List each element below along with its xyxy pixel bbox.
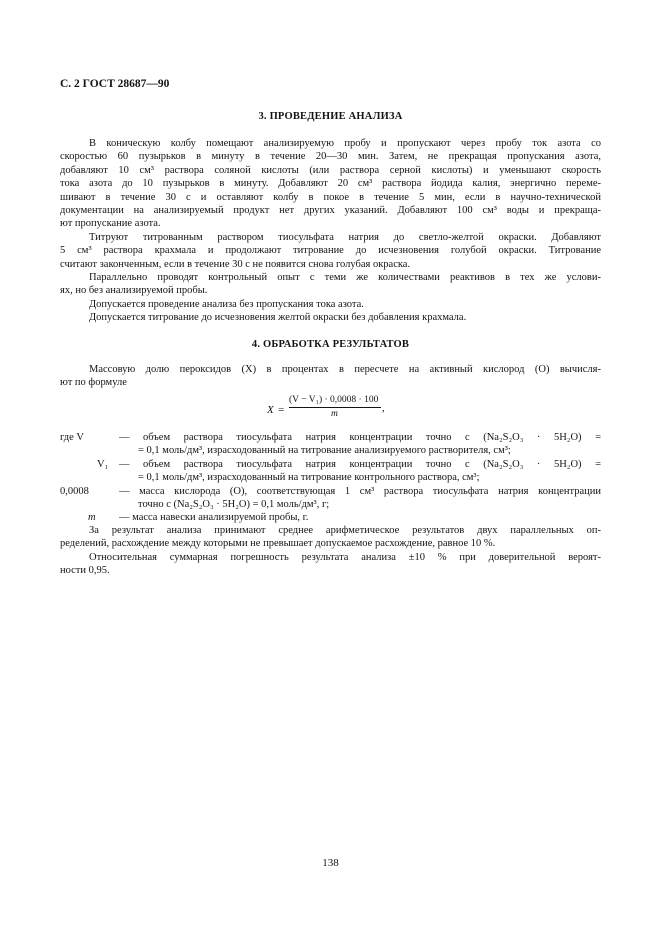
definition-text: — масса навески анализируемой пробы, г. xyxy=(119,512,309,524)
formula-lhs: X xyxy=(267,404,274,416)
section-4-intro xyxy=(60,363,601,390)
definition-row xyxy=(60,431,601,458)
text-line: скоростью 60 пузырьков в минуту в течение 20—30 мин. Затем, не прекращая пропускания азота, xyxy=(60,151,601,163)
section-4-result xyxy=(60,524,601,578)
text-line: Титруют титрованным раствором тиосульфата натрия до светло-желтой окраски. Добавляют xyxy=(89,231,601,243)
definition-text: — объем раствора тиосульфата натрия концентрации точно c (Na₂S₂O₃ · 5H₂O) = xyxy=(119,432,601,443)
text-line: добавляют 10 см³ раствора соляной кислоты (или раствора серной кислоты) и уменьшают скорость xyxy=(60,164,601,176)
definition-text: = 0,1 моль/дм³, израсходованный на титрование анализируемого растворителя, см³; xyxy=(138,445,511,457)
variable-definitions xyxy=(60,431,601,525)
text-line: считают законченным, если в течение 30 с не появится снова голубая окраска. xyxy=(60,258,411,270)
definition-text: — масса кислорода (О), соответствующая 1 см³ раствора тиосульфата натрия концентрации xyxy=(119,485,601,497)
text-line: Относительная суммарная погрешность результата анализа ±10 % при доверительной вероят- xyxy=(89,551,601,563)
definition-symbol: m xyxy=(88,512,96,524)
formula-comma: , xyxy=(382,402,385,414)
formula xyxy=(267,395,397,425)
definition-symbol: V₁ xyxy=(97,458,109,470)
text-line: шивают в течение 30 с и оставляют колбу в покое в течение 5 мин, если в научно-технической xyxy=(60,191,601,203)
formula-equals: = xyxy=(278,404,285,416)
text-line: тока азота до 10 пузырьков в минуту. Добавляют 20 см³ раствора йодида калия, энергично переме- xyxy=(60,178,601,190)
text-line: ют по формуле xyxy=(60,377,127,389)
text-line: документации на анализируемый продукт нет других указаний. Добавляют 100 см³ воды и прекраща- xyxy=(60,204,601,216)
text-line: Допускается проведение анализа без пропускания тока азота. xyxy=(89,298,364,310)
definition-text: точно c (Na₂S₂O₃ · 5H₂O) = 0,1 моль/дм³, г; xyxy=(138,498,330,510)
text-line: В коническую колбу помещают анализируемую пробу и пропускают через пробу ток азота со xyxy=(89,138,601,149)
definition-symbol: где V xyxy=(60,432,84,443)
page-number: 138 xyxy=(322,857,339,869)
definition-text: — объем раствора тиосульфата натрия концентрации точно c (Na₂S₂O₃ · 5H₂O) = xyxy=(119,458,601,470)
definition-symbol: 0,0008 xyxy=(60,485,89,497)
section-3-title: 3. ПРОВЕДЕНИЕ АНАЛИЗА xyxy=(258,111,403,122)
text-line: Массовую долю пероксидов (X) в процентах в пересчете на активный кислород (О) вычисля- xyxy=(89,364,601,375)
section-4-title: 4. ОБРАБОТКА РЕЗУЛЬТАТОВ xyxy=(251,339,410,350)
text-line: ют пропускание азота. xyxy=(60,218,161,230)
text-line: За результат анализа принимают среднее арифметическое результатов двух параллельных оп- xyxy=(89,525,601,536)
text-line: 5 см³ раствора крахмала и продолжают титрование до исчезновения голубой окраски. Титрование xyxy=(60,245,601,257)
definition-row xyxy=(60,458,601,485)
text-line: ях, но без анализируемой пробы. xyxy=(60,285,208,297)
text-line: ределений, расхождение между которыми не превышает допускаемое расхождение, равное 10 %. xyxy=(60,538,496,550)
text-line: ности 0,95. xyxy=(60,565,110,577)
text-line: Параллельно проводят контрольный опыт с теми же количествами реактивов в тех же услови- xyxy=(89,271,601,283)
section-3-text xyxy=(60,137,601,324)
formula-numerator: (V − V₁) · 0,0008 · 100 xyxy=(289,395,379,405)
text-line: Допускается титрование до исчезновения желтой окраски без добавления крахмала. xyxy=(89,312,467,324)
fraction-bar xyxy=(289,407,381,408)
formula-denominator: m xyxy=(331,409,338,419)
definition-row xyxy=(60,485,601,512)
definition-row xyxy=(60,511,601,524)
document-header: С. 2 ГОСТ 28687—90 xyxy=(60,78,170,90)
definition-text: = 0,1 моль/дм³, израсходованный на титрование контрольного раствора, см³; xyxy=(138,472,480,484)
